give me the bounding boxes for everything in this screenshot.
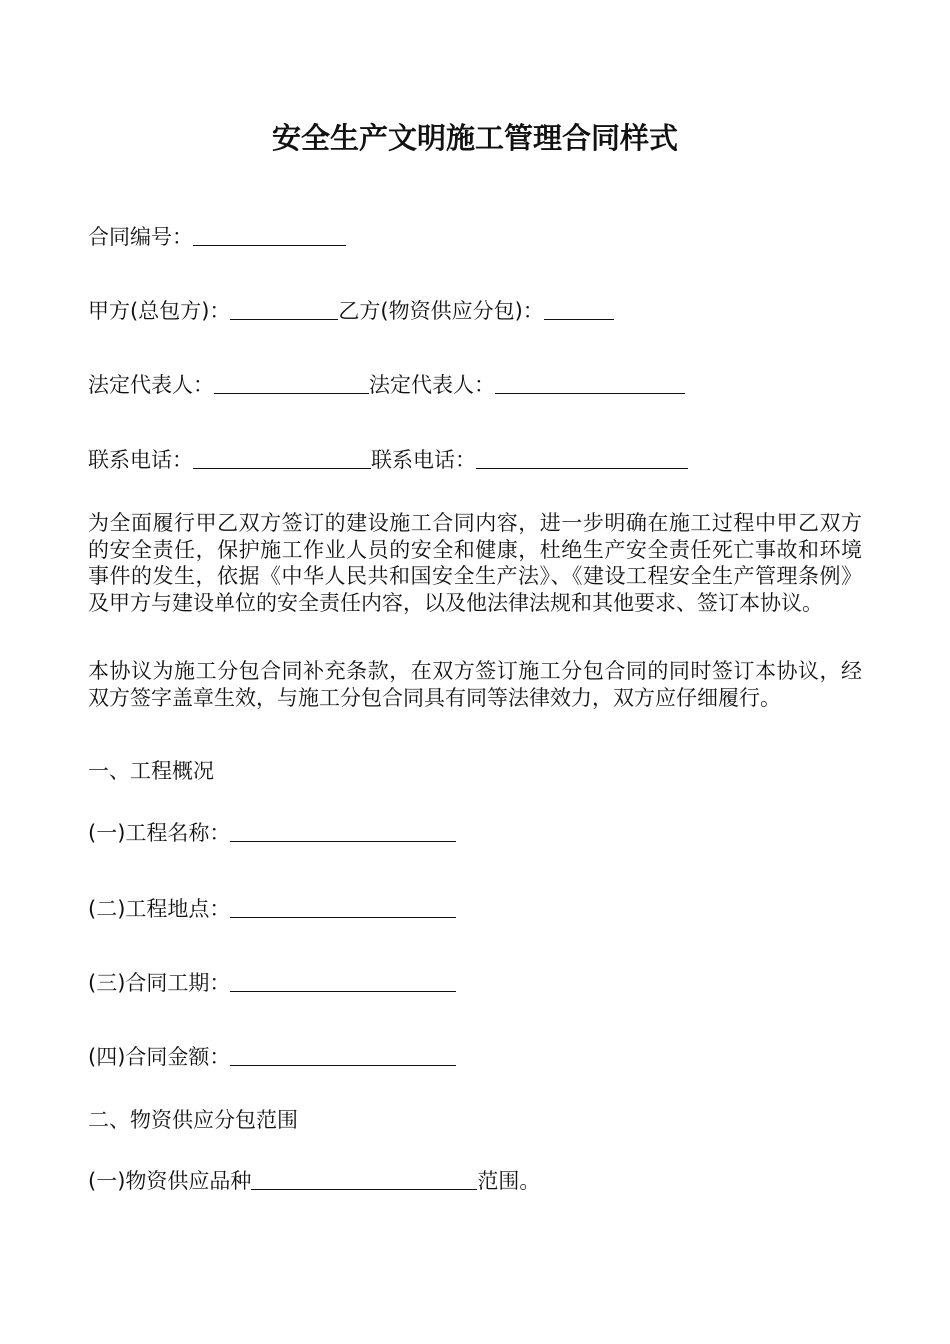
party-a-label: 甲方(总包方)： xyxy=(88,299,231,323)
legal-rep-a-label: 法定代表人： xyxy=(88,373,214,397)
project-name-blank xyxy=(230,819,456,842)
contract-amount-label: (四)合同金额： xyxy=(88,1045,231,1069)
project-location-label: (二)工程地点： xyxy=(88,897,231,921)
legal-rep-a-blank xyxy=(214,371,369,394)
document-title: 安全生产文明施工管理合同样式 xyxy=(271,121,678,155)
party-a-blank xyxy=(230,297,338,320)
section-2-heading: 二、物资供应分包范围 xyxy=(88,1108,298,1132)
contract-period-blank xyxy=(230,969,456,992)
supply-item-label: (一)物资供应品种 xyxy=(88,1169,252,1193)
legal-rep-b-blank xyxy=(495,371,685,394)
project-location-blank xyxy=(230,895,456,918)
party-b-blank xyxy=(544,297,614,320)
contract-amount-blank xyxy=(230,1043,456,1066)
phone-b-blank xyxy=(476,446,688,469)
party-b-label: 乙方(物资供应分包)： xyxy=(338,299,544,323)
paragraph-intro: 为全面履行甲乙双方签订的建设施工合同内容，进一步明确在施工过程中甲乙双方的安全责任，保护施工作业人员的安全和健康，杜绝生产安全责任死亡事故和环境事件的发生，依据《中华人民共和国安全生产法》、《建设工程安全生产管理条例》及甲方与建设单位的安全责任内容，以及他法律法规和其他要求、签订本协议。 xyxy=(88,511,862,615)
supply-item-blank xyxy=(251,1167,477,1190)
paragraph-supplement: 本协议为施工分包合同补充条款，在双方签订施工分包合同的同时签订本协议，经双方签字盖章生效，与施工分包合同具有同等法律效力，双方应仔细履行。 xyxy=(88,659,862,710)
contract-amount-line xyxy=(88,1042,456,1072)
contract-number-label: 合同编号： xyxy=(88,225,193,249)
project-name-label: (一)工程名称： xyxy=(88,821,231,845)
section-1-heading: 一、工程概况 xyxy=(88,759,214,783)
phone-a-label: 联系电话： xyxy=(88,448,193,472)
legal-rep-line xyxy=(88,370,685,400)
project-location-line xyxy=(88,894,456,924)
phone-line xyxy=(88,445,688,475)
contract-number-blank xyxy=(193,223,346,246)
contract-period-line xyxy=(88,968,456,998)
project-name-line xyxy=(88,818,456,848)
contract-number-line xyxy=(88,222,346,252)
contract-period-label: (三)合同工期： xyxy=(88,971,231,995)
parties-line xyxy=(88,296,614,326)
legal-rep-b-label: 法定代表人： xyxy=(369,373,495,397)
supply-item-line xyxy=(88,1166,540,1196)
phone-a-blank xyxy=(193,446,371,469)
phone-b-label: 联系电话： xyxy=(371,448,476,472)
supply-item-suffix: 范围。 xyxy=(477,1169,541,1193)
